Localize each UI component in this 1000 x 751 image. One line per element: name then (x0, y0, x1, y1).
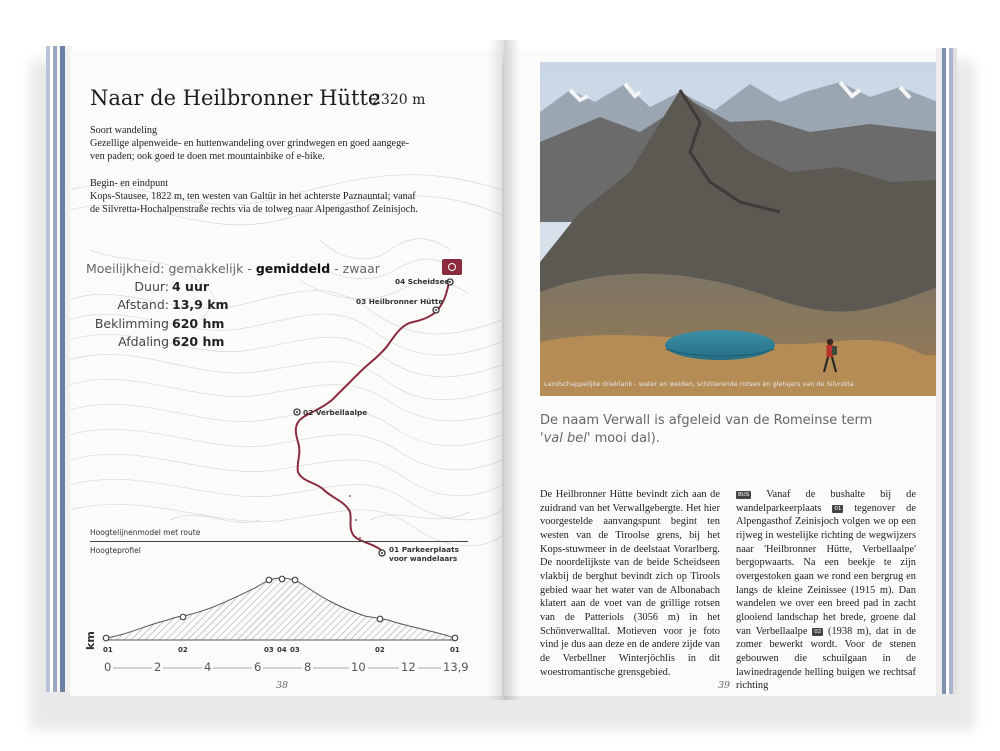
quote-part-2: mooi dal). (594, 431, 660, 446)
profile-point-label: 01 (103, 646, 113, 654)
mountain-photo (540, 62, 936, 396)
axis-tick: 6 (254, 660, 262, 674)
start-line-2: de Silvretta-Hochalpenstraße rechts via de tolweg naar Alpengasthof Zeinisjoch. (90, 204, 418, 215)
waypoint-02-label: 02 Verbellaalpe (303, 408, 368, 417)
profile-point-label: 02 (178, 646, 188, 654)
stat-label: Duur: (134, 279, 169, 294)
walk-type-line-2: ven paden; ook goed te doen met mountainbike of e-bike. (90, 151, 325, 162)
axis-tick: 10 (351, 660, 366, 674)
difficulty-hard: zwaar (342, 261, 380, 276)
left-page (70, 50, 502, 696)
body-text: Vanaf de bushalte bij de wandelparkeerplaats (736, 489, 916, 514)
quote-part-1: De naam Verwall is afgeleid van de Romeinse term (540, 413, 873, 428)
stat-value: 4 uur (172, 279, 210, 294)
profile-point-label: 03 (264, 646, 274, 654)
profile-point-label: 03 (290, 646, 300, 654)
difficulty-medium: gemiddeld (255, 261, 331, 276)
bus-icon: BUS (738, 492, 750, 498)
book-gutter (488, 40, 520, 700)
page-number-left: 38 (276, 680, 289, 691)
start-line-1: Kops-Stausee, 1822 m, ten westen van Galtür in het achterste Paznauntal; vanaf (90, 191, 416, 202)
profile-caption: Hoogteprofiel (90, 546, 141, 555)
right-page (504, 50, 936, 696)
waypoint-03-label: 03 Heilbronner Hütte (356, 297, 444, 306)
waypoint-badge-02: 02 (814, 628, 822, 635)
walk-type-label: Soort wandeling (90, 125, 158, 136)
start-label: Begin- en eindpunt (90, 178, 169, 189)
page-title: Naar de Heilbronner Hütte (90, 86, 381, 110)
walk-type-line-1: Gezellige alpenweide- en huttenwandeling over grindwegen en goed aangege- (90, 138, 410, 149)
difficulty-label: Moeilijkheid: (86, 261, 165, 276)
waypoint-badge-01: 01 (834, 505, 842, 512)
difficulty-easy: gemakkelijk (168, 261, 244, 276)
axis-tick: 8 (304, 660, 312, 674)
stat-value: 620 hm (172, 334, 225, 349)
axis-tick: 12 (401, 660, 416, 674)
quote-emphasis: 'val bel' (540, 431, 591, 446)
body-column-right (736, 488, 916, 693)
axis-tick: 0 (104, 660, 112, 674)
profile-point-label: 04 (277, 646, 287, 654)
title-elevation: 2320 m (372, 92, 426, 108)
waypoint-04-label: 04 Scheidsee (395, 277, 450, 286)
axis-tick: 4 (204, 660, 212, 674)
profile-area (106, 578, 455, 640)
page-number-right: 39 (718, 680, 731, 691)
body-text: tegenover de Alpengasthof Zeinisjoch volgen we op een rijweg in westelijke richting de wegwijzers naar 'Heilbronner Hütte, Verbellaalpe' bergopwaarts. Na een beekje te zijn overgestoken gaan we rond een bergrug en langs de kleine Zeinissee (1915 m). Dan wandelen we over een breed pad in zacht glooiend landschap het brede, groene dal van Verbellaalpe (736, 502, 916, 637)
axis-tick: 13,9 (443, 660, 469, 674)
profile-point-label: 01 (450, 646, 460, 654)
body-column-left: De Heilbronner Hütte bevindt zich aan de zuidrand van het Verwallgebergte. Het hier voorgestelde aanvangspunt begint ten westen van de Tiroolse grens, bij het Kops-stuwmeer in de deelstaat Vorarlberg. De noordelijkste van de beide Scheidseen vlakbij de berghut bevindt zich op Tirools gebied waar het water van de Albonabach klatert aan de voet van de grillige rotsen van de Patteriols (3056 m) in het Schönverwalltal. Motieven voor je foto vind je dus aan deze en de andere zijde van de Verbellner Winterjöchlis in dit woestromantische grensgebied. (540, 489, 720, 678)
stat-label: Beklimming (94, 316, 169, 331)
waypoint-01-label: 01 Parkeerplaats (389, 545, 459, 554)
map-caption: Hoogtelijnenmodel met route (90, 528, 201, 537)
stat-label: Afdaling (118, 334, 169, 349)
difficulty-separator: - (247, 261, 252, 276)
page-edges-right (936, 48, 960, 694)
elevation-profile (70, 50, 502, 696)
stat-value: 13,9 km (172, 297, 229, 312)
page-edges-left (46, 46, 72, 692)
pull-quote (540, 412, 920, 448)
stat-label: Afstand: (117, 297, 169, 312)
axis-tick: 2 (154, 660, 162, 674)
stat-value: 620 hm (172, 316, 225, 331)
body-text: (1938 m), dat in de zomer bewerkt wordt. Voor de stenen gebouwen die schuilgaan in de lawinedragende helling buigen we rechtsaf richting (736, 625, 917, 692)
photo-caption: Landschappelijke drieklank - water en weiden, schitterende rotsen en gletsjers van de Silvretta (544, 380, 854, 388)
waypoint-01-sublabel: voor wandelaars (389, 554, 458, 563)
difficulty-separator: - (334, 261, 339, 276)
profile-point-label: 02 (375, 646, 385, 654)
axis-unit: km (84, 631, 97, 650)
